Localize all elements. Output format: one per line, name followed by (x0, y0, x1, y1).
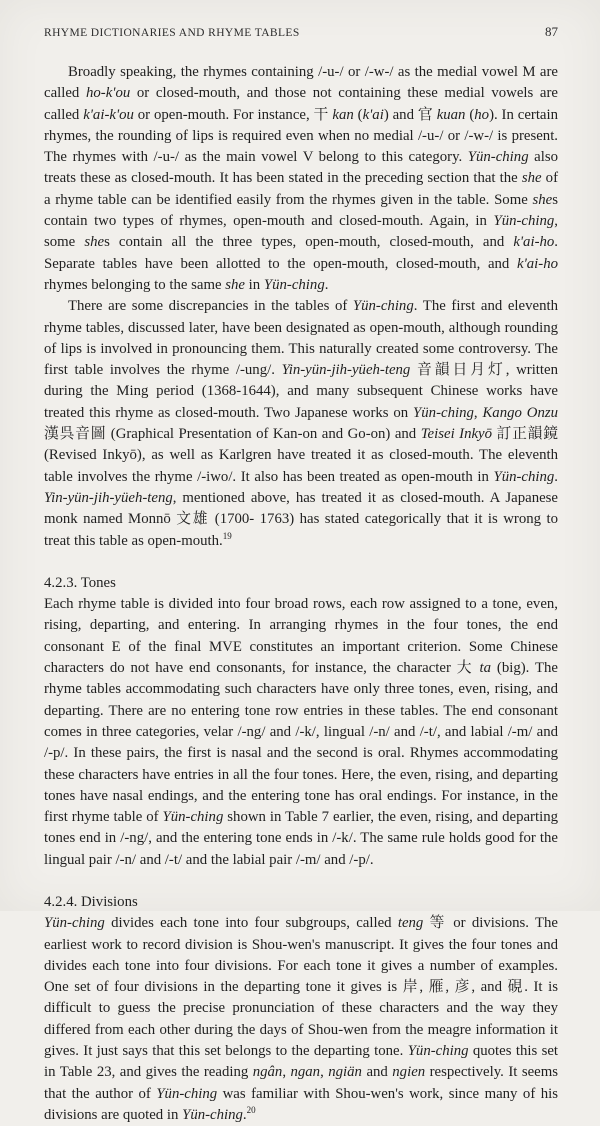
footnote-reference: 19 (222, 530, 232, 541)
section-heading: 4.2.4. Divisions (44, 893, 138, 910)
page-body (44, 62, 558, 1126)
paragraph: Broadly speaking, the rhymes containing /-u-/ or /-w-/ as the medial vowel M are called ho-k'ou or closed-mouth, and those not containing these medial vowels are called k'ai-k'ou or open-mouth. For instance, 干 kan (k'ai) and 官 kuan (ho). In certain rhymes, the rounding of lips is required even when no medial /-u-/ or /-w-/ is present. The rhymes with /-u-/ as the main vowel V belong to this category. Yün-ching also treats these as closed-mouth. It has been stated in the preceding section that the she of a rhyme table can be identified easily from the rhymes given in the table. Some shes contain two types of rhymes, open-mouth and closed-mouth. Again, in Yün-ching, some shes contain all the three types, open-mouth, closed-mouth, and k'ai-ho. Separate tables have been allotted to the open-mouth, closed-mouth, and k'ai-ho rhymes belonging to the same she in Yün-ching. (44, 64, 559, 293)
running-head (44, 24, 558, 40)
paragraph: Yün-ching divides each tone into four subgroups, called teng 等 or divisions. The earliest work to record division is Shou-wen's manuscript. It gives the four tones and divides each tone into four divisions. For each tone it gives a number of examples. One set of four divisions in the departing tone it gives is 岸, 雁, 彦, and 硯. It is difficult to guess the precise pronunciation of these characters and the way they differed from each other during the days of Shou-wen from the meagre information it gives. It just says that this set belongs to the departing tone. Yün-ching quotes this set in Table 23, and gives the reading ngân, ngan, ngiän and ngien respectively. It seems that the author of Yün-ching was familiar with Shou-wen's work, since many of his divisions are quoted in Yün-ching.$^{20}$ (44, 915, 559, 1123)
paragraph: There are some discrepancies in the tables of Yün-ching. The first and eleventh rhyme tables, discussed later, have been designated as open-mouth, although rounding of lips is involved in pronouncing them. This naturally created some controversy. The first table involves the rhyme /-ung/. Yin-yün-jih-yüeh-teng 音韻日月灯, written during the Ming period (1368-1644), and many subsequent Chinese works have treated this rhyme as closed-mouth. Two Japanese works on Yün-ching, Kango Onzu 漢呉音圖 (Graphical Presentation of Kan-on and Go-on) and Teisei Inkyō 訂正韻鏡 (Revised Inkyō), as well as Karlgren have treated it as closed-mouth. The eleventh table involves the rhyme /-iwo/. It also has been treated as open-mouth in Yün-ching. Yin-yün-jih-yüeh-teng, mentioned above, has treated it as closed-mouth. A Japanese monk named Monnō 文雄 (1700- 1763) has stated categorically that it is wrong to treat this table as open-mouth.$^{19}$ (44, 298, 559, 549)
running-head-title: RHYME DICTIONARIES AND RHYME TABLES (44, 27, 300, 39)
section-heading: 4.2.3. Tones (44, 574, 116, 591)
paragraph: Each rhyme table is divided into four broad rows, each row assigned to a tone, even, rising, departing, and entering. In arranging rhymes in the four tones, the end consonant E of the final MVE constitutes an important criterion. Some Chinese characters do not have end consonants, for instance, the character 大 ta (big). The rhyme tables accommodating such characters have only three tones, even, rising, and departing. There are no entering tone row entries in these tables. The end consonant comes in three categories, velar /-ng/ and /-k/, lingual /-n/ and /-t/, and labial /-m/ and /-p/. In these pairs, the first is nasal and the second is oral. Rhymes accommodating these characters have entries in all the four tones. Here, the even, rising, and departing tones have nasal endings, and the entering tone has oral endings. For instance, in the first rhyme table of Yün-ching shown in Table 7 earlier, the even, rising, and departing tones end in /-ng/, and the entering tone ends in /-k/. The same rule holds good for the lingual pair /-n/ and /-t/ and the labial pair /-m/ and /-p/. (44, 596, 558, 868)
page-number: 87 (545, 24, 558, 39)
footnote-reference: 20 (246, 1105, 256, 1116)
